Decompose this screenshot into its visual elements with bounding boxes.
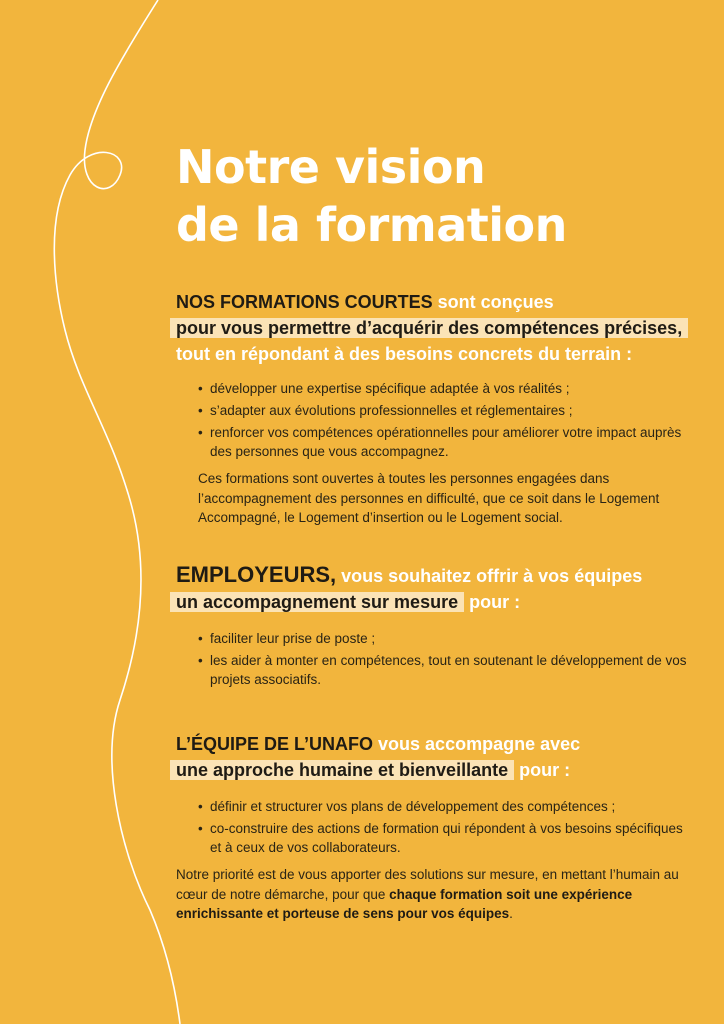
section3-after-caps: vous accompagne avec [373, 734, 581, 754]
section-employers [176, 562, 696, 692]
section3-highlight: une approche humaine et bienveillante [170, 760, 514, 780]
section1-after-caps: sont conçues [432, 292, 554, 312]
section3-paragraph-end: . [509, 906, 513, 921]
list-item: • les aider à monter en compétences, tout en soutenant le développement de vos projets associatifs. [198, 651, 696, 689]
section3-heading-line1 [176, 731, 696, 757]
section2-highlight: un accompagnement sur mesure [170, 592, 464, 612]
section2-after-caps: vous souhaitez offrir à vos équipes [336, 566, 643, 586]
list-item: • renforcer vos compétences opérationnelles pour améliorer votre impact auprès des personnes que vous accompagnez. [198, 423, 696, 461]
section1-caps: NOS FORMATIONS COURTES [176, 292, 433, 312]
section1-heading-line1 [176, 289, 696, 315]
section2-after-highlight: pour : [464, 592, 521, 612]
section1-heading-line2 [176, 315, 696, 341]
title-line-2: de la formation [176, 198, 567, 252]
section3-heading-line2 [176, 757, 696, 783]
section2-caps: EMPLOYEURS, [176, 562, 337, 587]
section3-paragraph-bold: chaque formation soit une expérience enrichissante et porteuse de sens pour vos équipes [176, 886, 633, 921]
section3-bullet-list [176, 797, 696, 857]
section2-bullet-list [176, 629, 696, 689]
list-item: • s’adapter aux évolutions professionnelles et réglementaires ; [198, 401, 696, 420]
section-short-trainings [176, 289, 696, 528]
section1-highlight: pour vous permettre d’acquérir des compétences précises, [170, 318, 688, 338]
section-unafo-team [176, 731, 696, 924]
section3-paragraph-start: Notre priorité est de vous apporter des solutions sur mesure, en mettant l’humain au cœur de notre démarche, pour que [176, 867, 679, 902]
list-item: • faciliter leur prise de poste ; [198, 629, 696, 648]
section1-bullet-list [176, 379, 696, 461]
section1-heading-line3: tout en répondant à des besoins concrets du terrain : [176, 344, 633, 364]
section3-paragraph [176, 865, 696, 924]
list-item: • co-construire des actions de formation qui répondent à vos besoins spécifiques et à ceux de vos collaborateurs. [198, 819, 696, 857]
section2-heading-line2 [176, 589, 696, 615]
list-item: • définir et structurer vos plans de développement des compétences ; [198, 797, 696, 816]
section3-after-highlight: pour : [514, 760, 571, 780]
section1-paragraph: Ces formations sont ouvertes à toutes les personnes engagées dans l’accompagnement des personnes en difficulté, que ce soit dans le Logement Accompagné, le Logement d’insertion ou le Logement social. [198, 471, 660, 525]
title-line-1: Notre vision [176, 140, 486, 194]
page-title [176, 138, 567, 254]
section2-heading-line1 [176, 562, 696, 589]
section3-caps: L’ÉQUIPE DE L’UNAFO [176, 734, 374, 754]
list-item: • développer une expertise spécifique adaptée à vos réalités ; [198, 379, 696, 398]
